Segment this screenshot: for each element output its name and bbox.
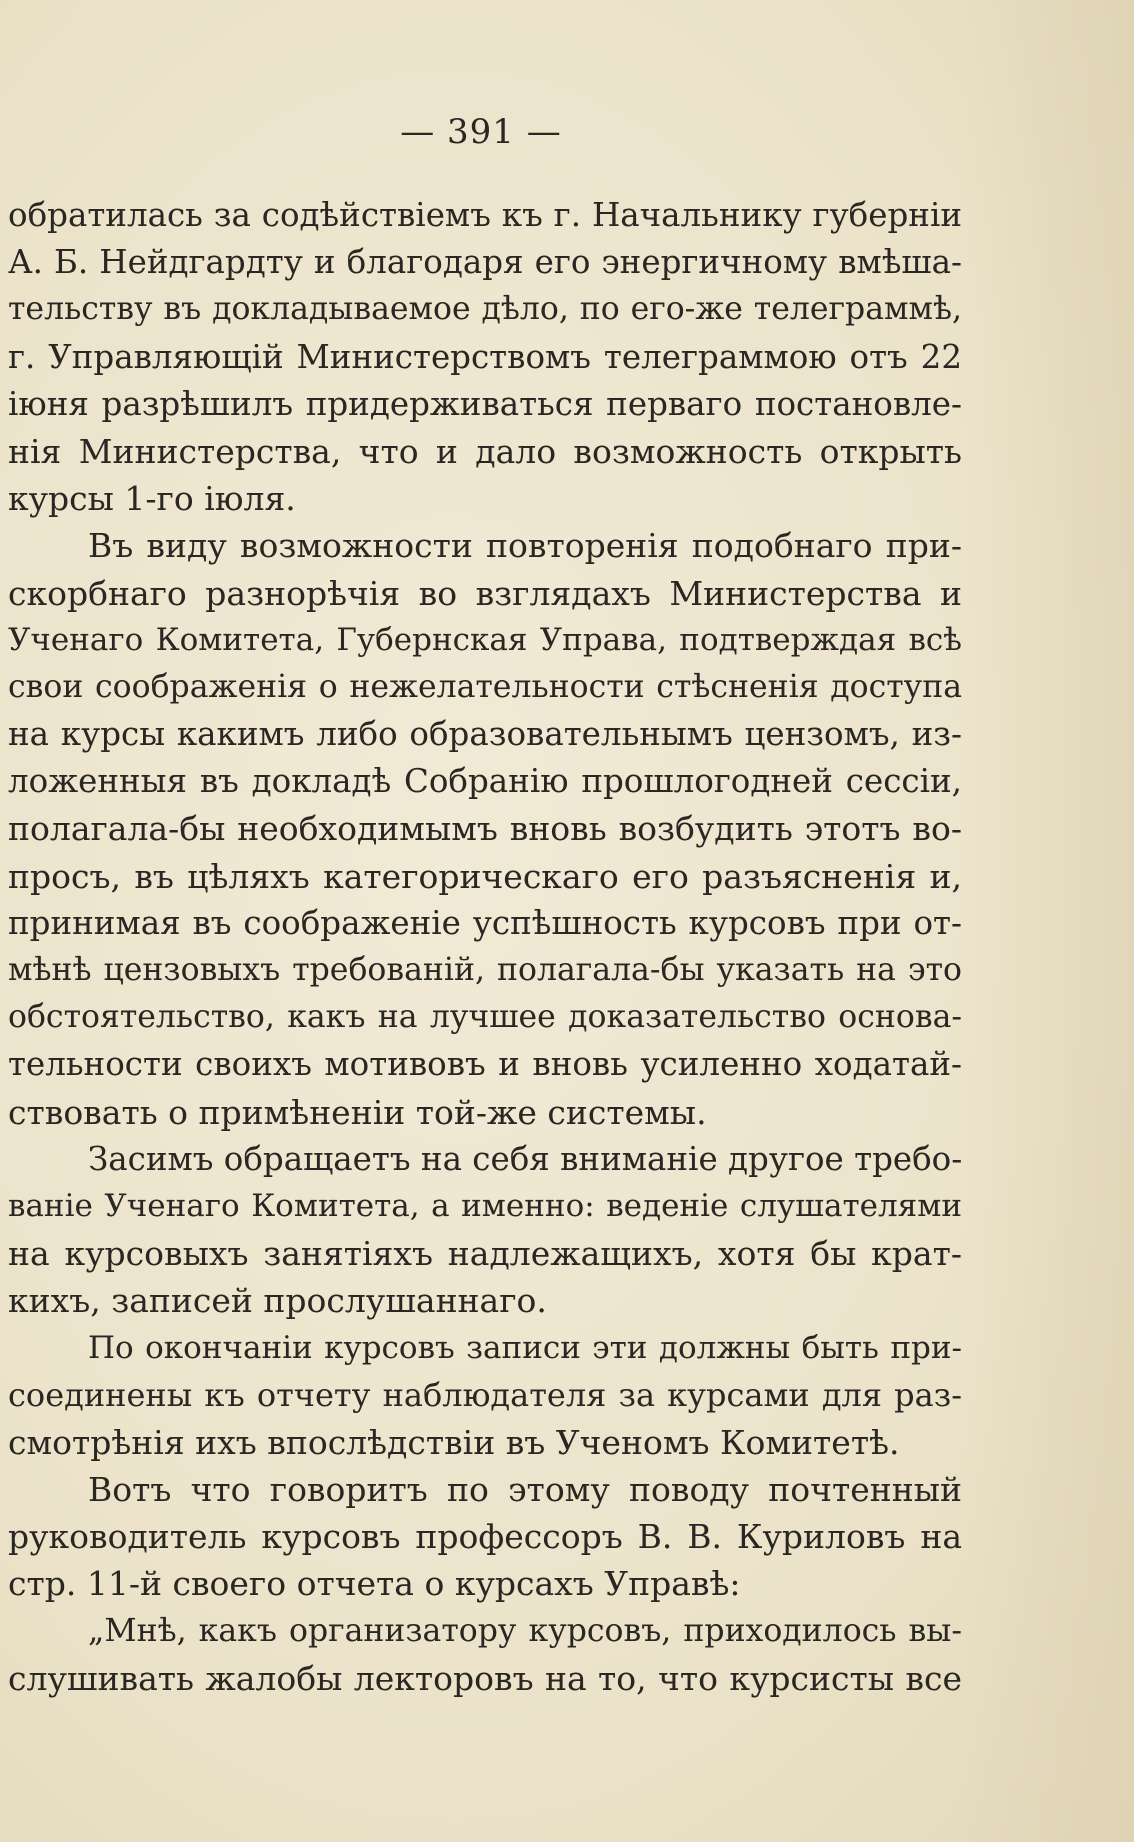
text-line: Вотъ что говоритъ по этому поводу почтенный <box>88 1470 962 1510</box>
text-line: соединены къ отчету наблюдателя за курсами для раз- <box>8 1375 962 1414</box>
text-line: А. Б. Нейдгардту и благодаря его энергичному вмѣша- <box>8 243 962 282</box>
text-line: обстоятельство, какъ на лучшее доказательство основа- <box>8 999 962 1036</box>
text-line: свои соображенія о нежелательности стѣсненія доступа <box>8 668 962 705</box>
body-text <box>8 192 962 1702</box>
text-line: „Мнѣ, какъ организатору курсовъ, приходилось вы- <box>88 1612 962 1649</box>
text-line: тельству въ докладываемое дѣло, по его-же телеграммѣ, <box>8 291 962 328</box>
text-line: Въ виду возможности повторенія подобнаго при- <box>88 526 962 566</box>
text-line: на курсовыхъ занятіяхъ надлежащихъ, хотя бы крат- <box>8 1234 962 1274</box>
text-line: скорбнаго разнорѣчія во взглядахъ Министерства и <box>8 573 962 613</box>
page-number: — 391 — <box>400 112 562 152</box>
text-line: нія Министерства, что и дало возможность открыть <box>8 431 962 471</box>
text-line: стр. 11-й своего отчета о курсахъ Управѣ: <box>8 1564 741 1604</box>
text-line: на курсы какимъ либо образовательнымъ цензомъ, из- <box>8 715 962 754</box>
text-line: тельности своихъ мотивовъ и вновь усиленно ходатай- <box>8 1045 962 1084</box>
text-line: полагала-бы необходимымъ вновь возбудить этотъ во- <box>8 809 962 849</box>
text-line: слушивать жалобы лекторовъ на то, что курсисты все <box>8 1658 962 1698</box>
text-line: принимая въ соображеніе успѣшность курсовъ при от- <box>8 903 962 942</box>
text-line: ваніе Ученаго Комитета, а именно: веденіе слушателями <box>8 1187 962 1224</box>
text-line: курсы 1-го іюля. <box>8 479 296 519</box>
text-line: По окончаніи курсовъ записи эти должны быть при- <box>88 1329 962 1366</box>
text-line: просъ, въ цѣляхъ категорическаго его разъясненія и, <box>8 856 962 896</box>
text-line: ложенныя въ докладѣ Собранію прошлогодней сессіи, <box>8 762 962 801</box>
text-line: іюня разрѣшилъ придерживаться перваго постановле- <box>8 384 962 423</box>
text-line: Засимъ обращаетъ на себя вниманіе другое требо- <box>88 1139 963 1178</box>
text-line: кихъ, записей прослушаннаго. <box>8 1281 547 1321</box>
text-line: Ученаго Комитета, Губернская Управа, подтверждая всѣ <box>8 621 962 658</box>
text-line: смотрѣнія ихъ впослѣдствіи въ Ученомъ Комитетѣ. <box>8 1422 900 1462</box>
text-line: ствовать о примѣненіи той-же системы. <box>8 1092 707 1132</box>
text-line: руководитель курсовъ профессоръ В. В. Куриловъ на <box>8 1517 962 1557</box>
text-line: мѣнѣ цензовыхъ требованій, полагала-бы указать на это <box>8 952 962 988</box>
page-edge-shadow <box>962 0 1134 1842</box>
text-line: обратилась за содѣйствіемъ къ г. Начальнику губерніи <box>8 196 962 234</box>
text-line: г. Управляющій Министерствомъ телеграммою отъ 22 <box>8 337 962 376</box>
